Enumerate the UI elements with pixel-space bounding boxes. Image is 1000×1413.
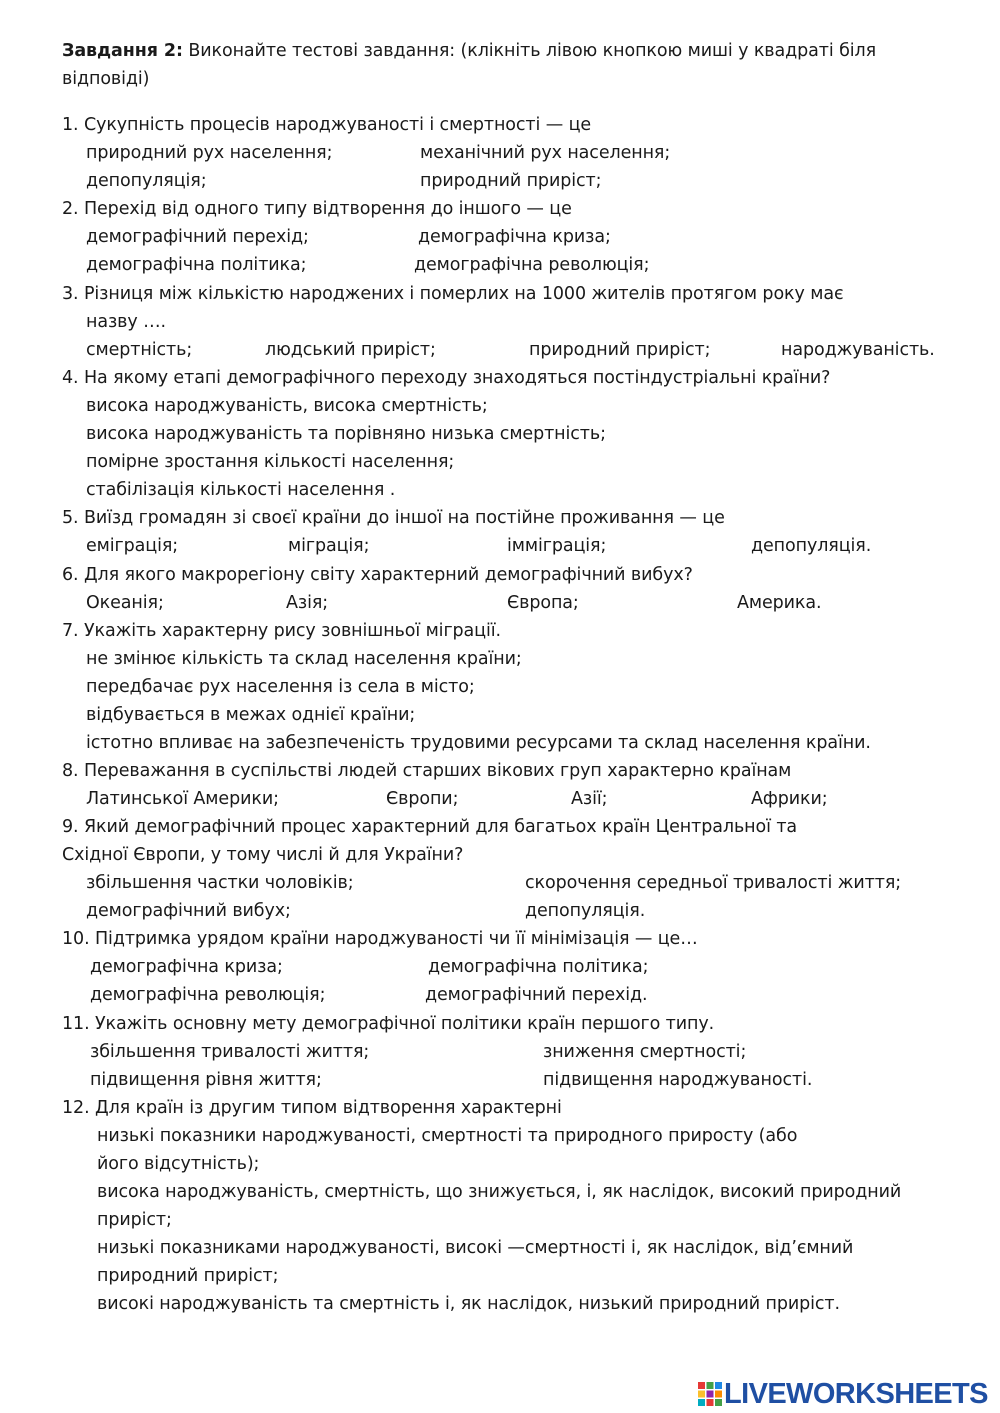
- option-6d[interactable]: Америка.: [737, 593, 822, 613]
- liveworksheets-icon: [698, 1382, 722, 1406]
- task-instruction: [62, 39, 876, 63]
- question-4: 4. На якому етапі демографічного переходу знаходяться постіндустріальні країни?: [62, 368, 831, 388]
- option-11d[interactable]: підвищення народжуваності.: [543, 1070, 813, 1090]
- question-3-cont: назву ….: [86, 312, 166, 332]
- option-2a[interactable]: демографічний перехід;: [86, 227, 309, 247]
- option-9a[interactable]: збільшення частки чоловіків;: [86, 873, 354, 893]
- option-9b[interactable]: скорочення середньої тривалості життя;: [525, 873, 902, 893]
- option-7d[interactable]: істотно впливає на забезпеченість трудовими ресурсами та склад населення країни.: [86, 733, 871, 753]
- option-10c[interactable]: демографічна революція;: [90, 985, 326, 1005]
- option-4a[interactable]: висока народжуваність, висока смертність;: [86, 396, 488, 416]
- option-7b[interactable]: передбачає рух населення із села в місто;: [86, 677, 475, 697]
- option-2d[interactable]: демографічна революція;: [414, 255, 650, 275]
- option-4c[interactable]: помірне зростання кількості населення;: [86, 452, 455, 472]
- question-6: 6. Для якого макрорегіону світу характерний демографічний вибух?: [62, 565, 693, 585]
- option-12a-cont[interactable]: його відсутність);: [97, 1154, 260, 1174]
- option-2c[interactable]: демографічна політика;: [86, 255, 307, 275]
- option-5a[interactable]: еміграція;: [86, 536, 179, 556]
- option-12b[interactable]: висока народжуваність, смертність, що знижується, і, як наслідок, високий природний: [97, 1182, 902, 1202]
- question-12: 12. Для країн із другим типом відтворення характерні: [62, 1098, 562, 1118]
- option-12c-cont[interactable]: природний приріст;: [97, 1266, 279, 1286]
- option-2b[interactable]: демографічна криза;: [418, 227, 611, 247]
- option-12b-cont[interactable]: приріст;: [97, 1210, 172, 1230]
- option-10b[interactable]: демографічна політика;: [428, 957, 649, 977]
- option-5c[interactable]: імміграція;: [507, 536, 607, 556]
- option-5b[interactable]: міграція;: [288, 536, 370, 556]
- question-9-cont: Східної Європи, у тому числі й для України?: [62, 845, 464, 865]
- option-11c[interactable]: підвищення рівня життя;: [90, 1070, 322, 1090]
- logo-text: LIVEWORKSHEETS: [724, 1378, 988, 1410]
- option-7c[interactable]: відбувається в межах однієї країни;: [86, 705, 416, 725]
- option-3a[interactable]: смертність;: [86, 340, 193, 360]
- option-11b[interactable]: зниження смертності;: [543, 1042, 747, 1062]
- option-10d[interactable]: демографічний перехід.: [425, 985, 648, 1005]
- option-12d[interactable]: високі народжуваність та смертність і, як наслідок, низький природний приріст.: [97, 1294, 840, 1314]
- liveworksheets-logo: [698, 1378, 988, 1410]
- option-9d[interactable]: депопуляція.: [525, 901, 646, 921]
- question-8: 8. Переважання в суспільстві людей старших вікових груп характерно країнам: [62, 761, 792, 781]
- option-6c[interactable]: Європа;: [507, 593, 579, 613]
- option-8a[interactable]: Латинської Америки;: [86, 789, 279, 809]
- option-11a[interactable]: збільшення тривалості життя;: [90, 1042, 370, 1062]
- option-7a[interactable]: не змінює кількість та склад населення країни;: [86, 649, 522, 669]
- option-8b[interactable]: Європи;: [386, 789, 459, 809]
- option-1a[interactable]: природний рух населення;: [86, 143, 333, 163]
- instruction-text-cont: відповіді): [62, 69, 150, 89]
- question-7: 7. Укажіть характерну рису зовнішньої міграції.: [62, 621, 501, 641]
- option-4d[interactable]: стабілізація кількості населення .: [86, 480, 396, 500]
- option-3c[interactable]: природний приріст;: [529, 340, 711, 360]
- option-3d[interactable]: народжуваність.: [781, 340, 935, 360]
- option-8d[interactable]: Африки;: [751, 789, 828, 809]
- question-2: 2. Перехід від одного типу відтворення до іншого — це: [62, 199, 572, 219]
- question-1: 1. Сукупність процесів народжуваності і смертності — це: [62, 115, 592, 135]
- question-5: 5. Виїзд громадян зі своєї країни до іншої на постійне проживання — це: [62, 508, 725, 528]
- option-12a[interactable]: низькі показники народжуваності, смертності та природного приросту (або: [97, 1126, 798, 1146]
- question-9: 9. Який демографічний процес характерний для багатьох країн Центральної та: [62, 817, 798, 837]
- option-10a[interactable]: демографічна криза;: [90, 957, 283, 977]
- option-1c[interactable]: депопуляція;: [86, 171, 207, 191]
- option-5d[interactable]: депопуляція.: [751, 536, 872, 556]
- question-3: 3. Різниця між кількістю народжених і померлих на 1000 жителів протягом року має: [62, 284, 844, 304]
- question-11: 11. Укажіть основну мету демографічної політики країн першого типу.: [62, 1014, 715, 1034]
- task-label: Завдання 2:: [62, 41, 183, 61]
- option-3b[interactable]: людський приріст;: [265, 340, 436, 360]
- option-1b[interactable]: механічний рух населення;: [420, 143, 671, 163]
- question-10: 10. Підтримка урядом країни народжуваності чи її мінімізація — це…: [62, 929, 698, 949]
- option-12c[interactable]: низькі показниками народжуваності, високі —смертності і, як наслідок, від’ємний: [97, 1238, 854, 1258]
- option-8c[interactable]: Азії;: [571, 789, 608, 809]
- option-6a[interactable]: Океанія;: [86, 593, 164, 613]
- instruction-text: Виконайте тестові завдання: (клікніть лівою кнопкою миші у квадраті біля: [188, 41, 877, 61]
- option-4b[interactable]: висока народжуваність та порівняно низька смертність;: [86, 424, 606, 444]
- option-9c[interactable]: демографічний вибух;: [86, 901, 291, 921]
- option-6b[interactable]: Азія;: [286, 593, 329, 613]
- option-1d[interactable]: природний приріст;: [420, 171, 602, 191]
